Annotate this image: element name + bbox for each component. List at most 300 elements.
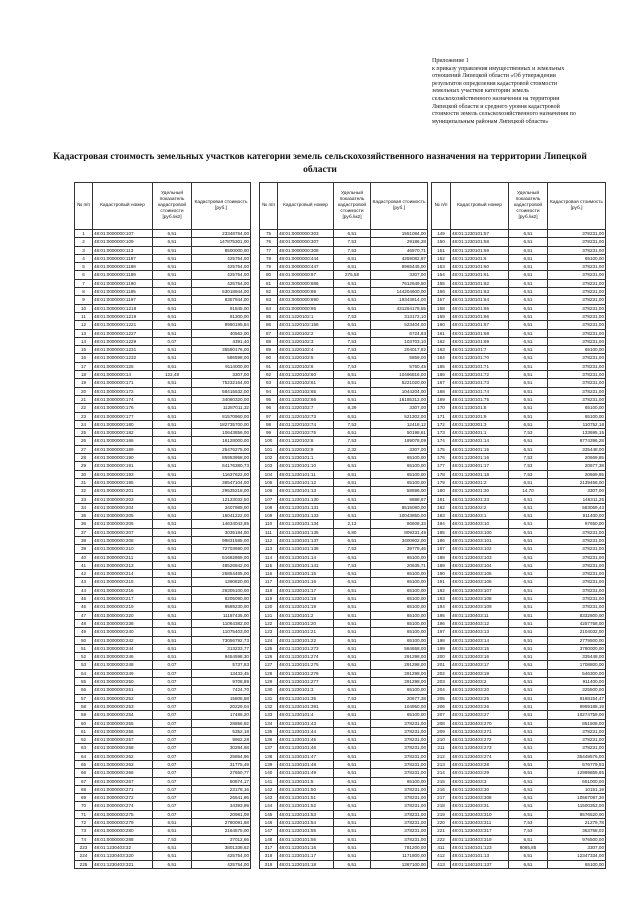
cell-number: 82 xyxy=(260,288,278,296)
table-row xyxy=(432,362,606,370)
cell-cadastral-value: 31775,49 xyxy=(192,761,251,769)
cell-cadastral-number: 48:01:1230101:276 xyxy=(278,669,334,677)
table-row xyxy=(260,794,428,802)
cell-cadastral-number: 48:01:0000000:272 xyxy=(93,794,153,802)
cell-unit-value: 6,51 xyxy=(334,628,371,636)
cell-unit-value: 6,51 xyxy=(334,412,371,420)
table-row xyxy=(432,462,606,470)
table-row xyxy=(75,794,251,802)
cell-cadastral-value: 182735700,00 xyxy=(192,420,251,428)
cell-number: 164 xyxy=(432,354,451,362)
cell-cadastral-value: 20229,04 xyxy=(192,702,251,710)
cell-cadastral-number: 48:01:1230101:72 xyxy=(451,371,509,379)
cell-cadastral-value: 4391,40 xyxy=(192,337,251,345)
cell-cadastral-number: 48:01:0000000:193 xyxy=(93,470,153,478)
cell-cadastral-value: 378231,00 xyxy=(371,736,428,744)
table-row xyxy=(432,819,606,827)
cell-cadastral-number: 48:01:1230101:35 xyxy=(278,694,334,702)
table-row xyxy=(432,619,606,627)
cell-number: 411 xyxy=(432,843,451,851)
table-row xyxy=(75,835,251,843)
cell-cadastral-value: 378231,00 xyxy=(548,595,606,603)
cell-cadastral-number: 48:01:1230403:11 xyxy=(451,611,509,619)
cell-cadastral-value: 21279,78 xyxy=(548,819,606,827)
cell-unit-value: 6,51 xyxy=(334,736,371,744)
cell-cadastral-number: 48:01:1230101:7 xyxy=(451,346,509,354)
cell-unit-value: 6,51 xyxy=(153,271,192,279)
cell-unit-value: 6,51 xyxy=(509,686,548,694)
appendix-line: к приказу управления имущественных и земельных xyxy=(432,65,565,72)
cell-unit-value: 0,07 xyxy=(153,669,192,677)
cell-cadastral-number: 48:01:1230101:63 xyxy=(451,288,509,296)
cell-unit-value: 0,07 xyxy=(153,727,192,735)
table-row xyxy=(260,819,428,827)
cell-number: 187 xyxy=(432,545,451,553)
cell-cadastral-value: 378231,00 xyxy=(548,312,606,320)
table-row xyxy=(432,802,606,810)
cell-cadastral-value: 9888,67 xyxy=(371,495,428,503)
cell-cadastral-number: 48:01:1230101:15 xyxy=(278,570,334,578)
cell-cadastral-number: 48:01:1230101:61 xyxy=(451,271,509,279)
table-row xyxy=(75,619,251,627)
cell-cadastral-value: 425754,00 xyxy=(192,271,251,279)
col-header-cadastral-number: Кадастровый номер xyxy=(278,183,334,230)
cell-cadastral-number: 48:01:1230403:19 xyxy=(451,669,509,677)
table-row xyxy=(75,536,251,544)
cell-number: 191 xyxy=(432,578,451,586)
table-row xyxy=(432,254,606,262)
cell-unit-value: 2,32 xyxy=(334,445,371,453)
cell-cadastral-value: 25854,96 xyxy=(192,752,251,760)
cell-unit-value: 6,51 xyxy=(334,487,371,495)
cell-unit-value: 6,51 xyxy=(334,254,371,262)
table-row xyxy=(260,586,428,594)
cell-unit-value: 6,51 xyxy=(153,304,192,312)
cell-unit-value: 14,70 xyxy=(509,487,548,495)
cell-cadastral-number: 48:01:1230403:13 xyxy=(451,628,509,636)
cell-cadastral-number: 48:01:1230101:130 xyxy=(278,495,334,503)
cell-cadastral-number: 48:01:1230403:100 xyxy=(451,528,509,536)
cell-number: 44 xyxy=(75,586,93,594)
cell-number: 412 xyxy=(432,852,451,860)
cell-cadastral-number: 48:01:1230101:52 xyxy=(278,802,334,810)
cell-cadastral-value: 976500,00 xyxy=(548,835,606,843)
cell-cadastral-number: 48:01:1230401:2 xyxy=(451,478,509,486)
cell-number: 107 xyxy=(260,495,278,503)
cell-number: 59 xyxy=(75,711,93,719)
cell-cadastral-number: 48:01:1230101:58 xyxy=(451,238,509,246)
cell-cadastral-value: 378231,00 xyxy=(548,329,606,337)
cell-cadastral-value: 1171800,00 xyxy=(371,852,428,860)
table-row xyxy=(260,512,428,520)
col-header-number: № п/п xyxy=(260,183,278,230)
cell-number: 36 xyxy=(75,520,93,528)
cell-number: 142 xyxy=(260,785,278,793)
cell-cadastral-value: 378231,00 xyxy=(548,337,606,345)
cell-cadastral-number: 48:01:1220102:66 xyxy=(278,395,334,403)
cell-cadastral-value: 378231,00 xyxy=(548,744,606,752)
cell-unit-value: 6,51 xyxy=(509,495,548,503)
cell-number: 131 xyxy=(260,694,278,702)
cell-number: 71 xyxy=(75,810,93,818)
cell-cadastral-number: 48:01:0000000:107 xyxy=(93,230,153,238)
cell-number: 219 xyxy=(432,810,451,818)
cell-cadastral-number: 48:01:1230101:131 xyxy=(278,503,334,511)
cell-cadastral-number: 48:01:0000000:174 xyxy=(93,395,153,403)
table-row xyxy=(432,561,606,569)
table-row xyxy=(75,603,251,611)
cell-cadastral-value: 46570,71 xyxy=(371,246,428,254)
cell-unit-value: 6,51 xyxy=(509,246,548,254)
cell-number: 95 xyxy=(260,395,278,403)
cell-cadastral-number: 48:01:0000000:1229 xyxy=(93,337,153,345)
cell-number: 134 xyxy=(260,719,278,727)
cell-number: 88 xyxy=(260,337,278,345)
cell-cadastral-value: 4257758,00 xyxy=(548,619,606,627)
cell-number: 108 xyxy=(260,503,278,511)
cell-cadastral-number: 48:01:0000000:271 xyxy=(93,785,153,793)
cell-unit-value: 6,51 xyxy=(153,238,192,246)
cell-unit-value: 6,51 xyxy=(334,661,371,669)
cell-cadastral-value: 65100,00 xyxy=(371,636,428,644)
cell-unit-value: 6,80 xyxy=(334,528,371,536)
cell-number: 204 xyxy=(432,686,451,694)
cell-cadastral-value: 65100,00 xyxy=(371,711,428,719)
cell-cadastral-value: 3801338,62 xyxy=(192,843,251,851)
cell-cadastral-value: 146311,25 xyxy=(548,495,606,503)
cell-number: 117 xyxy=(260,578,278,586)
cell-cadastral-number: 48:01:1230101:69 xyxy=(451,337,509,345)
cell-cadastral-value: 12999859,65 xyxy=(548,769,606,777)
table-row xyxy=(260,802,428,810)
cell-number: 186 xyxy=(432,536,451,544)
cell-number: 45 xyxy=(75,595,93,603)
cell-cadastral-number: 48:01:0000000:254 xyxy=(93,711,153,719)
cell-unit-value: 6,51 xyxy=(509,321,548,329)
cell-number: 221 xyxy=(432,827,451,835)
cell-unit-value: 6,51 xyxy=(509,727,548,735)
cell-cadastral-value: 8500000,00 xyxy=(192,246,251,254)
cell-number: 39 xyxy=(75,545,93,553)
cell-number: 203 xyxy=(432,678,451,686)
cell-number: 35 xyxy=(75,512,93,520)
cell-number: 5 xyxy=(75,263,93,271)
cell-cadastral-value: 10567097,30 xyxy=(548,794,606,802)
cell-cadastral-value: 313233,77 xyxy=(192,644,251,652)
cell-unit-value: 6,51 xyxy=(509,611,548,619)
cell-unit-value: 6,51 xyxy=(509,661,548,669)
cell-cadastral-number: 48:01:1230101:59 xyxy=(451,246,509,254)
cell-unit-value: 6,51 xyxy=(153,412,192,420)
cell-cadastral-value: 65100,00 xyxy=(371,611,428,619)
cell-number: 28 xyxy=(75,454,93,462)
cell-cadastral-number: 48:01:0000000:113 xyxy=(93,246,153,254)
table-row xyxy=(260,578,428,586)
cell-cadastral-number: 48:01:1230101:60 xyxy=(451,263,509,271)
cell-cadastral-number: 48:01:0000000:886 xyxy=(278,279,334,287)
cell-cadastral-number: 48:01:1230101:57 xyxy=(451,230,509,238)
cell-cadastral-number: 48:01:1230101:68 xyxy=(451,329,509,337)
table-row xyxy=(75,802,251,810)
cell-cadastral-number: 48:01:1230101:6 xyxy=(451,254,509,262)
cell-cadastral-value: 521302,00 xyxy=(371,412,428,420)
table-row xyxy=(260,678,428,686)
cell-number: 129 xyxy=(260,678,278,686)
cell-cadastral-value: 851508,00 xyxy=(548,719,606,727)
table-row xyxy=(260,619,428,627)
cell-cadastral-value: 378231,00 xyxy=(548,570,606,578)
cell-cadastral-number: 48:01:1220102:8 xyxy=(278,437,334,445)
cell-cadastral-value: 65100,00 xyxy=(371,462,428,470)
cell-number: 146 xyxy=(260,819,278,827)
cell-cadastral-value: 97650,00 xyxy=(548,520,606,528)
cell-cadastral-number: 48:01:0000000:1232 xyxy=(93,354,153,362)
cell-unit-value: 6,51 xyxy=(153,246,192,254)
cell-unit-value: 6,51 xyxy=(153,354,192,362)
cell-cadastral-number: 48:01:1230101:9 xyxy=(451,412,509,420)
cell-cadastral-value: 378231,00 xyxy=(548,553,606,561)
cell-cadastral-number: 48:01:0000000:204 xyxy=(93,503,153,511)
cell-number: 86 xyxy=(260,321,278,329)
cell-unit-value: 6,51 xyxy=(334,329,371,337)
cell-unit-value: 6,51 xyxy=(334,578,371,586)
cell-cadastral-number: 48:01:1230403:308 xyxy=(451,794,509,802)
cell-number: 77 xyxy=(260,246,278,254)
cell-cadastral-number: 48:01:1230403:109 xyxy=(451,603,509,611)
cell-unit-value: 6,51 xyxy=(334,769,371,777)
cell-number: 124 xyxy=(260,636,278,644)
cell-cadastral-value: 72703690,00 xyxy=(192,545,251,553)
table-row xyxy=(260,288,428,296)
cell-cadastral-value: 11287011,32 xyxy=(192,404,251,412)
table-row xyxy=(260,636,428,644)
cell-unit-value: 6,51 xyxy=(153,570,192,578)
cell-unit-value: 6,51 xyxy=(153,312,192,320)
cell-number: 53 xyxy=(75,661,93,669)
cell-number: 55 xyxy=(75,678,93,686)
table-row xyxy=(260,611,428,619)
cell-unit-value: 0,07 xyxy=(153,661,192,669)
cell-cadastral-number: 48:01:1230101:62 xyxy=(451,279,509,287)
document-title: Кадастровая стоимость земельных участков категории земель сельскохозяйственного назначения на территории Липецкой области xyxy=(53,152,587,175)
cell-cadastral-number: 48:01:1230403:317 xyxy=(451,827,509,835)
table-row xyxy=(432,736,606,744)
cell-unit-value: 6,51 xyxy=(153,404,192,412)
cell-number: 68 xyxy=(75,785,93,793)
cell-unit-value: 6,51 xyxy=(509,777,548,785)
cell-cadastral-number: 48:01:0000000:252 xyxy=(93,694,153,702)
cell-cadastral-value: 12347334,00 xyxy=(548,852,606,860)
cell-number: 20 xyxy=(75,387,93,395)
cell-cadastral-number: 48:01:0000000:211 xyxy=(93,553,153,561)
cell-cadastral-value: 5737,83 xyxy=(192,661,251,669)
cell-unit-value: 6,51 xyxy=(334,852,371,860)
cell-cadastral-value: 291298,00 xyxy=(371,669,428,677)
cell-cadastral-number: 48:01:1230101:2 xyxy=(278,611,334,619)
table-row xyxy=(260,744,428,752)
cell-number: 208 xyxy=(432,719,451,727)
cell-number: 73 xyxy=(75,827,93,835)
cell-cadastral-value: 65100,00 xyxy=(371,478,428,486)
cell-unit-value: 6,51 xyxy=(153,619,192,627)
cell-number: 220 xyxy=(432,819,451,827)
table-row xyxy=(260,595,428,603)
cell-cadastral-number: 48:01:1230401:18 xyxy=(451,470,509,478)
cell-cadastral-number: 48:01:0000000:256 xyxy=(93,727,153,735)
cell-cadastral-value: 425754,00 xyxy=(192,852,251,860)
cell-cadastral-value: 3307,00 xyxy=(371,445,428,453)
cell-number: 175 xyxy=(432,445,451,453)
table-row xyxy=(260,503,428,511)
cell-unit-value: 6,51 xyxy=(334,586,371,594)
cell-number: 210 xyxy=(432,736,451,744)
cell-cadastral-value: 2780091,68 xyxy=(192,819,251,827)
cell-number: 166 xyxy=(432,371,451,379)
cell-cadastral-number: 48:01:1230101:138 xyxy=(278,545,334,553)
cell-cadastral-value: 1390820,00 xyxy=(192,578,251,586)
table-row xyxy=(75,263,251,271)
table-row xyxy=(260,860,428,868)
table-row xyxy=(260,354,428,362)
cell-cadastral-value: 911400,00 xyxy=(548,512,606,520)
cell-unit-value: 6,51 xyxy=(509,271,548,279)
table-row xyxy=(432,512,606,520)
cell-number: 16 xyxy=(75,354,93,362)
table-row xyxy=(432,628,606,636)
cell-unit-value: 6,51 xyxy=(334,802,371,810)
cell-cadastral-value: 2139456,00 xyxy=(548,478,606,486)
cell-unit-value: 6,51 xyxy=(509,570,548,578)
table-row xyxy=(75,487,251,495)
cell-unit-value: 0,07 xyxy=(153,686,192,694)
cell-number: 317 xyxy=(260,843,278,851)
table-row xyxy=(75,279,251,287)
cell-unit-value: 122,48 xyxy=(153,371,192,379)
cell-cadastral-value: 378231,00 xyxy=(371,835,428,843)
cell-cadastral-number: 48:01:0000000:89 xyxy=(278,288,334,296)
cell-unit-value: 6,51 xyxy=(509,694,548,702)
cell-cadastral-value: 15806,58 xyxy=(192,694,251,702)
cell-unit-value: 6,51 xyxy=(509,296,548,304)
cell-cadastral-value: 378231,00 xyxy=(371,785,428,793)
cell-unit-value: 6,51 xyxy=(153,578,192,586)
cell-number: 199 xyxy=(432,644,451,652)
cell-cadastral-value: 2164575,00 xyxy=(192,827,251,835)
cell-cadastral-number: 48:01:0000000:201 xyxy=(93,487,153,495)
cell-cadastral-number: 48:01:0000000:249 xyxy=(93,669,153,677)
table-row xyxy=(75,860,251,868)
cell-unit-value: 6,51 xyxy=(509,711,548,719)
cell-number: 32 xyxy=(75,487,93,495)
cell-number: 87 xyxy=(260,329,278,337)
cell-cadastral-number: 48:01:1230403:274 xyxy=(451,752,509,760)
cell-cadastral-number: 48:01:1230101:56 xyxy=(278,835,334,843)
cell-cadastral-number: 48:01:1230403:16 xyxy=(451,653,509,661)
cell-number: 180 xyxy=(432,487,451,495)
cell-unit-value: 6,51 xyxy=(334,619,371,627)
cell-cadastral-number: 48:01:0000000:97 xyxy=(278,271,334,279)
table-row xyxy=(75,744,251,752)
table-row xyxy=(75,686,251,694)
cell-unit-value: 6,51 xyxy=(153,296,192,304)
table-row xyxy=(432,387,606,395)
table-row xyxy=(75,586,251,594)
cell-cadastral-number: 48:01:0000000:176 xyxy=(93,404,153,412)
cell-number: 113 xyxy=(260,545,278,553)
cell-unit-value: 6,51 xyxy=(509,312,548,320)
cell-unit-value: 7,53 xyxy=(334,362,371,370)
cell-cadastral-number: 48:01:0000000:208 xyxy=(93,536,153,544)
table-row xyxy=(75,636,251,644)
cell-cadastral-value: 8357944,00 xyxy=(192,296,251,304)
cell-unit-value: 6,51 xyxy=(509,445,548,453)
table-row xyxy=(75,254,251,262)
cell-cadastral-value: 64176380,73 xyxy=(192,462,251,470)
table-row xyxy=(260,238,428,246)
cell-unit-value: 6,51 xyxy=(334,744,371,752)
cell-unit-value: 6,51 xyxy=(153,503,192,511)
cell-cadastral-value: 19343814,00 xyxy=(371,296,428,304)
col-header-cadastral-value: Кадастровая стоимость [руб.] xyxy=(192,183,251,230)
cell-number: 21 xyxy=(75,395,93,403)
cell-cadastral-value: 65100,00 xyxy=(548,404,606,412)
cell-cadastral-number: 48:01:1230403:3 xyxy=(451,777,509,785)
cell-cadastral-value: 378231,00 xyxy=(548,230,606,238)
cell-cadastral-value: 13433,45 xyxy=(192,669,251,677)
cell-number: 74 xyxy=(75,835,93,843)
cell-cadastral-number: 48:01:1230101:133 xyxy=(278,512,334,520)
cell-cadastral-number: 48:01:1230101:53 xyxy=(278,810,334,818)
cell-number: 58 xyxy=(75,702,93,710)
cell-cadastral-number: 48:01:0000000:1221 xyxy=(93,321,153,329)
cell-unit-value: 6,51 xyxy=(509,702,548,710)
cell-unit-value: 6,51 xyxy=(153,636,192,644)
cell-cadastral-number: 48:01:1230101:18 xyxy=(278,595,334,603)
table-row xyxy=(260,321,428,329)
cell-cadastral-value: 6724,83 xyxy=(371,329,428,337)
cell-cadastral-value: 546300,00 xyxy=(548,669,606,677)
cell-cadastral-value: 65100,00 xyxy=(548,254,606,262)
cell-cadastral-number: 48:01:1230101:13 xyxy=(278,487,334,495)
table-row xyxy=(75,412,251,420)
cell-unit-value: 6,51 xyxy=(153,395,192,403)
cell-unit-value: 6,51 xyxy=(153,379,192,387)
cell-number: 319 xyxy=(260,860,278,868)
cell-unit-value: 6,51 xyxy=(509,545,548,553)
cell-cadastral-number: 48:01:1230101:47 xyxy=(278,752,334,760)
cell-cadastral-number: 48:01:1230403:2 xyxy=(451,678,509,686)
appendix-line: Приложение 1 xyxy=(432,58,469,64)
cell-number: 195 xyxy=(432,611,451,619)
cell-number: 26 xyxy=(75,437,93,445)
table-row xyxy=(432,644,606,652)
cell-cadastral-number: 48:01:0000000:308 xyxy=(278,246,334,254)
cell-unit-value: 8065,85 xyxy=(509,843,548,851)
cell-number: 34 xyxy=(75,503,93,511)
cell-number: 155 xyxy=(432,279,451,287)
cell-cadastral-number: 48:01:0000000:1187 xyxy=(93,254,153,262)
cell-cadastral-number: 48:01:0000000:257 xyxy=(93,736,153,744)
cell-cadastral-value: 378231,00 xyxy=(548,354,606,362)
table-row xyxy=(432,669,606,677)
cell-cadastral-number: 48:01:1230403:273 xyxy=(451,744,509,752)
cell-cadastral-value: 10274759,00 xyxy=(548,711,606,719)
cell-number: 173 xyxy=(432,429,451,437)
cell-cadastral-number: 48:01:0000000:266 xyxy=(93,769,153,777)
cell-unit-value: 6,51 xyxy=(509,371,548,379)
cell-cadastral-value: 378231,00 xyxy=(548,586,606,594)
table-row xyxy=(75,769,251,777)
